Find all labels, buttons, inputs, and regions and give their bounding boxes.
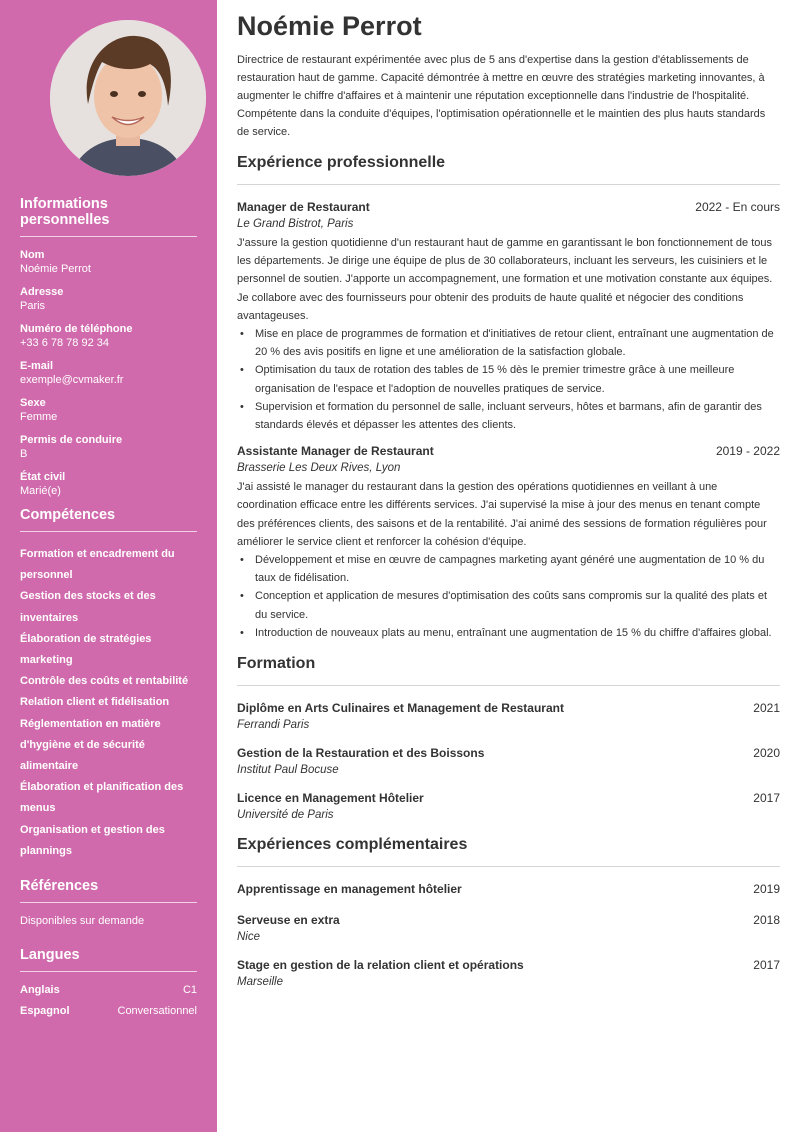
extra-entry <box>237 882 780 896</box>
extra-entry <box>237 913 780 947</box>
languages-list <box>20 980 197 1022</box>
education-title: Licence en Management Hôtelier <box>237 791 424 806</box>
skill-item: Élaboration et planification des menus <box>20 781 184 815</box>
skills-list <box>20 544 197 862</box>
extra-header <box>237 958 780 972</box>
personal-license-label: Permis de conduire <box>20 434 123 446</box>
education-entry <box>237 701 780 735</box>
extra-title: Stage en gestion de la relation client et opérations <box>237 958 524 973</box>
extra-experience-list <box>237 882 780 992</box>
job-description: J'ai assisté le manager du restaurant dans la gestion des opérations quotidiennes en veillant à une coordination efficace entre les différents services. J'ai supervisé la mise à jour des menus en tenant compte des préférences clients, des saisons et de la rentabilité. J'ai animé des sessions de formation régulières pour améliorer le service client et renforcer la cohésion d'équipe. <box>237 481 767 548</box>
education-header <box>237 746 780 760</box>
extra-title: Serveuse en extra <box>237 913 340 928</box>
skill-item: Gestion des stocks et des inventaires <box>20 590 156 624</box>
education-date: 2020 <box>753 746 780 761</box>
education-entry <box>237 791 780 825</box>
job-title: Assistante Manager de Restaurant <box>237 444 434 459</box>
personal-name-value: Noémie Perrot <box>20 263 91 275</box>
extra-experience-heading: Expériences complémentaires <box>237 836 780 867</box>
extra-title: Apprentissage en management hôtelier <box>237 882 462 897</box>
experience-heading: Expérience professionnelle <box>237 154 780 185</box>
achievement-item: • Développement et mise en œuvre de campagnes marketing ayant généré une augmentation de 10 % du taux de fidélisation. <box>237 551 780 587</box>
job-employer: Brasserie Les Deux Rives, Lyon <box>237 462 401 475</box>
language-row <box>20 1001 197 1022</box>
achievement-item: • Introduction de nouveaux plats au menu, entraînant une augmentation de 15 % du chiffre d'affaires global. <box>237 624 780 642</box>
education-school: Université de Paris <box>237 809 334 822</box>
extra-location: Marseille <box>237 976 284 989</box>
skill-item: Contrôle des coûts et rentabilité <box>20 675 189 688</box>
candidate-name: Noémie Perrot <box>237 11 422 41</box>
education-date: 2017 <box>753 791 780 806</box>
job-date: 2019 - 2022 <box>715 444 780 459</box>
education-header <box>237 791 780 805</box>
extra-header <box>237 882 780 896</box>
achievement-item: • Optimisation du taux de rotation des tables de 15 % dès le premier trimestre grâce à une meilleure organisation de l'espace et l'adoption de nouvelles pratiques de service. <box>237 361 780 397</box>
language-level: C1 <box>182 984 197 997</box>
personal-phone-label: Numéro de téléphone <box>20 323 133 335</box>
skill-item: Organisation et gestion des plannings <box>20 823 165 857</box>
language-name: Anglais <box>20 984 60 997</box>
job-entry <box>237 444 780 642</box>
personal-email-label: E-mail <box>20 360 54 372</box>
personal-gender-value: Femme <box>20 411 58 423</box>
personal-address-value: Paris <box>20 300 46 312</box>
personal-info-list <box>20 248 197 498</box>
personal-gender <box>20 396 197 424</box>
personal-address-label: Adresse <box>20 286 64 298</box>
job-achievements <box>237 551 780 642</box>
skill-item: Élaboration de stratégies marketing <box>20 632 152 667</box>
personal-name-label: Nom <box>20 249 45 261</box>
job-date: 2022 - En cours <box>695 200 780 214</box>
skill-item: Formation et encadrement du personnel <box>20 548 175 582</box>
skill-item: Relation client et fidélisation <box>20 696 170 709</box>
education-date: 2021 <box>753 701 780 716</box>
profile-summary: Directrice de restaurant expérimentée avec plus de 5 ans d'expertise dans la gestion d'établissements de restauration haut de gamme. Capacité démontrée à mettre en œuvre des stratégies marketing innovantes, à augmenter le chiffre d'affaires et à maintenir une réputation exceptionnelle dans l'industrie de l'hospitalité. Compétente dans la conduite d'équipes, l'optimisation opérationnelle et le maintien des plus hauts standards de service. <box>237 54 766 138</box>
sidebar <box>0 0 217 1132</box>
education-title: Diplôme en Arts Culinaires et Management de Restaurant <box>237 701 564 716</box>
extra-date: 2017 <box>753 958 780 973</box>
personal-name <box>20 248 197 276</box>
personal-marital-label: État civil <box>20 471 66 483</box>
language-row <box>20 980 197 1001</box>
extra-header <box>237 913 780 927</box>
extra-entry <box>237 958 780 992</box>
education-heading: Formation <box>237 655 780 686</box>
job-employer: Le Grand Bistrot, Paris <box>237 218 354 230</box>
personal-phone-value: +33 6 78 78 92 34 <box>20 337 109 349</box>
job-title: Manager de Restaurant <box>237 200 370 214</box>
education-header <box>237 701 780 715</box>
education-list <box>237 701 780 825</box>
skill-item: Réglementation en matière d'hygiène et de sécurité alimentaire <box>20 717 161 773</box>
job-achievements <box>237 325 780 434</box>
achievement-item: • Mise en place de programmes de formation et d'initiatives de retour client, entraînant une augmentation de 20 % des avis positifs en ligne et une amélioration de la satisfaction globale. <box>237 325 780 361</box>
references-heading: Références <box>20 878 197 903</box>
language-name: Espagnol <box>20 1005 70 1018</box>
achievement-item: • Supervision et formation du personnel de salle, incluant serveurs, hôtes et barmans, afin de garantir des standards élevés et dépasser les attentes des clients. <box>237 398 780 434</box>
education-title: Gestion de la Restauration et des Boissons <box>237 746 485 761</box>
extra-date: 2018 <box>753 913 780 928</box>
profile-photo <box>50 20 206 176</box>
personal-license-value: B <box>20 448 28 460</box>
personal-info-heading: Informations personnelles <box>20 196 197 237</box>
skills-heading: Compétences <box>20 507 197 532</box>
personal-gender-label: Sexe <box>20 397 46 409</box>
education-school: Institut Paul Bocuse <box>237 764 339 777</box>
extra-date: 2019 <box>753 882 780 897</box>
personal-email <box>20 359 197 387</box>
languages-heading: Langues <box>20 947 197 972</box>
extra-location: Nice <box>237 931 261 944</box>
education-school: Ferrandi Paris <box>237 719 310 732</box>
references-text: Disponibles sur demande <box>20 915 145 928</box>
personal-address <box>20 285 197 313</box>
personal-email-value: exemple@cvmaker.fr <box>20 374 124 386</box>
language-level: Conversationnel <box>117 1005 197 1018</box>
personal-marital-status <box>20 470 197 498</box>
job-description: J'assure la gestion quotidienne d'un restaurant haut de gamme en garantissant le bon fonctionnement de tous les départements. Je dirige une équipe de plus de 30 collaborateurs, incluant les serveurs, les cuisiniers et le personnel de soutien. J'apporte un accompagnement, une formation et une motivation constante aux équipes. Je collabore avec des fournisseurs pour obtenir des produits de haute qualité et négocier des conditions avantageuses. <box>237 237 773 322</box>
job-entry <box>237 200 780 434</box>
education-entry <box>237 746 780 780</box>
main-content <box>237 0 780 1003</box>
personal-marital-value: Marié(e) <box>20 485 61 497</box>
job-header <box>237 200 780 214</box>
achievement-item: • Conception et application de mesures d'optimisation des coûts sans compromis sur la qualité des plats et du service. <box>237 587 780 623</box>
job-header <box>237 444 780 458</box>
personal-license <box>20 433 197 461</box>
personal-phone <box>20 322 197 350</box>
